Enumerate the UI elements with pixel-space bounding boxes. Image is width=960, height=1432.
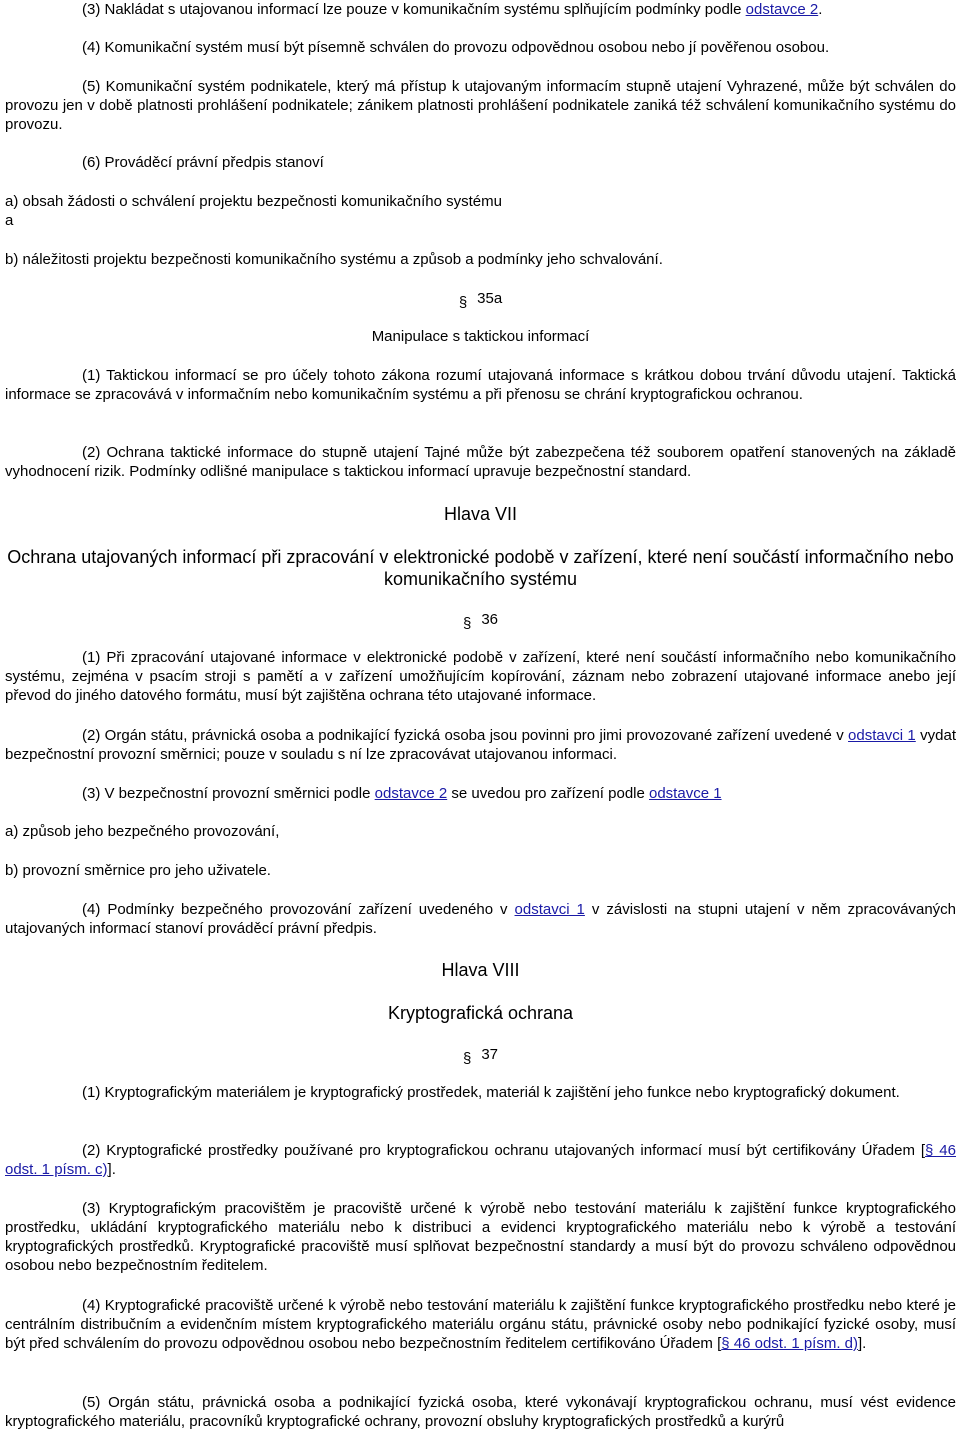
link-46-1-d[interactable]: § 46 odst. 1 písm. d)	[721, 1335, 859, 1352]
section-35a-heading	[5, 289, 956, 311]
paragraph-36-2	[5, 726, 956, 764]
paragraph-text: (2) Orgán státu, právnická osoba a podnikající fyzická osoba jsou povinni pro jimi provozované zařízení uvedené v	[82, 727, 849, 744]
section-number: 36	[481, 611, 499, 628]
link-odstavce-1[interactable]: odstavce 1	[649, 785, 722, 802]
paragraph-top-4: (4) Komunikační systém musí být písemně schválen do provozu odpovědnou osobou nebo jí pověřenou osobou.	[82, 39, 830, 56]
paragraph-37-4	[5, 1296, 956, 1353]
list-item-36-3-b: b) provozní směrnice pro jeho uživatele.	[5, 862, 271, 879]
list-item-b: b) náležitosti projektu bezpečnosti komunikačního systému a způsob a podmínky jeho schvalování.	[5, 251, 663, 268]
chapter-8-label: Hlava VIII	[441, 960, 520, 980]
link-odstavce-2[interactable]: odstavce 2	[374, 785, 448, 802]
section-symbol: §	[462, 615, 472, 632]
paragraph-37-5: (5) Orgán státu, právnická osoba a podnikající fyzická osoba, které vykonávají kryptografickou ochranu, musí vést evidence kryptografického materiálu, pracovníků kryptografické ochrany, provozní obsluhy kryptografických prostředků a kurýrů	[5, 1394, 956, 1430]
section-35a-title: Manipulace s taktickou informací	[371, 328, 590, 345]
paragraph-35a-1: (1) Taktickou informací se pro účely tohoto zákona rozumí utajovaná informace s krátkou dobou trvání důvodu utajení. Taktická informace se zpracovává v informačním nebo komunikačním systému a při přenosu se chrání kryptografickou ochranou.	[5, 367, 956, 403]
section-symbol: §	[458, 294, 468, 311]
paragraph-37-2	[5, 1141, 956, 1179]
link-odstavce-2[interactable]: odstavce 2	[745, 1, 819, 18]
paragraph-text: (3) Nakládat s utajovanou informací lze pouze v komunikačním systému splňujícím podmínky podle	[82, 1, 746, 18]
paragraph-text: se uvedou pro zařízení podle	[447, 785, 649, 802]
paragraph-35a-2: (2) Ochrana taktické informace do stupně utajení Tajné může být zabezpečena též souborem opatření stanovených na základě vyhodnocení rizik. Podmínky odlišné manipulace s taktickou informací upravuje bezpečnostní standard.	[5, 444, 956, 480]
list-item-36-3-a: a) způsob jeho bezpečného provozování,	[5, 823, 280, 840]
paragraph-text: ].	[107, 1161, 116, 1178]
paragraph-text: (4) Kryptografické pracoviště určené k výrobě nebo testování materiálu k zajištění funkce kryptografického prostředku nebo které je centrálním distribučním a evidenčním místem kryptografického materiálu orgánu státu, právnické osoby nebo podnikající fyzické osoby, musí být před schválením do provozu odpovědnou osobou nebo bezpečnostním ředitelem certifikováno Úřadem [	[5, 1297, 956, 1352]
list-item-a: a) obsah žádosti o schválení projektu bezpečnosti komunikačního systému	[5, 193, 502, 210]
section-symbol: §	[462, 1050, 472, 1067]
paragraph-37-3: (3) Kryptografickým pracovištěm je pracoviště určené k výrobě nebo testování materiálu k zajištění funkce kryptografického prostředku, ukládání kryptografického materiálu nebo k distribuci a evidenci kryptografického materiálu nebo k výrobě a testování kryptografických prostředků. Kryptografické pracoviště musí splňovat bezpečnostní standardy a musí být do provozu schváleno odpovědnou osobou nebo bezpečnostním ředitelem.	[5, 1200, 956, 1274]
paragraph-36-1: (1) Při zpracování utajované informace v elektronické podobě v zařízení, které není součástí informačního nebo komunikačního systému, zejména v psacím stroji s pamětí a v zařízení umožňujícím kopírování, záznam nebo zobrazení utajované informace anebo její převod do jiného datového formátu, musí být zajištěna ochrana této utajované informace.	[5, 649, 956, 704]
section-number: 35a	[477, 290, 503, 307]
paragraph-37-1: (1) Kryptografickým materiálem je kryptografický prostředek, materiál k zajištění jeho funkce nebo kryptografický dokument.	[82, 1084, 900, 1101]
paragraph-text: .	[818, 1, 823, 18]
paragraph-text: (4) Podmínky bezpečného provozování zařízení uvedeného v	[82, 901, 515, 918]
paragraph-36-3	[5, 784, 956, 803]
paragraph-top-5: (5) Komunikační systém podnikatele, který má přístup k utajovaným informacím stupně utajení Vyhrazené, může být schválen do provozu jen v době platnosti prohlášení podnikatele; zánikem platnosti prohlášení podnikatele zaniká též schválení komunikačního systému do provozu.	[5, 78, 956, 133]
paragraph-top-6: (6) Prováděcí právní předpis stanoví	[82, 154, 324, 171]
link-odstavci-1[interactable]: odstavci 1	[514, 901, 585, 918]
paragraph-text: v závislosti na stupni utajení v něm zpracovávaných utajovaných informací stanoví prováděcí právní předpis.	[5, 901, 957, 937]
paragraph-text: ].	[858, 1335, 867, 1352]
section-36-heading	[5, 610, 956, 632]
link-46-1-c[interactable]: § 46 odst. 1 písm. c)	[5, 1142, 956, 1178]
paragraph-top-3	[5, 0, 956, 19]
chapter-8-title: Kryptografická ochrana	[387, 1003, 574, 1023]
paragraph-text: (3) V bezpečnostní provozní směrnici podle	[82, 785, 375, 802]
paragraph-text: vydat bezpečnostní provozní směrnici; pouze v souladu s ní lze zpracovávat utajovanou informaci.	[5, 727, 956, 763]
paragraph-text: (2) Kryptografické prostředky používané pro kryptografickou ochranu utajovaných informací musí být certifikovány Úřadem [	[82, 1142, 926, 1159]
section-number: 37	[481, 1046, 499, 1063]
paragraph-36-4	[5, 900, 956, 938]
section-37-heading	[5, 1045, 956, 1067]
list-item-a-cont: a	[5, 212, 14, 229]
chapter-7-title: Ochrana utajovaných informací při zpracování v elektronické podobě v zařízení, které není součástí informačního nebo komunikačního systému	[7, 547, 954, 589]
chapter-7-label: Hlava VII	[443, 504, 518, 524]
link-odstavci-1[interactable]: odstavci 1	[848, 727, 916, 744]
